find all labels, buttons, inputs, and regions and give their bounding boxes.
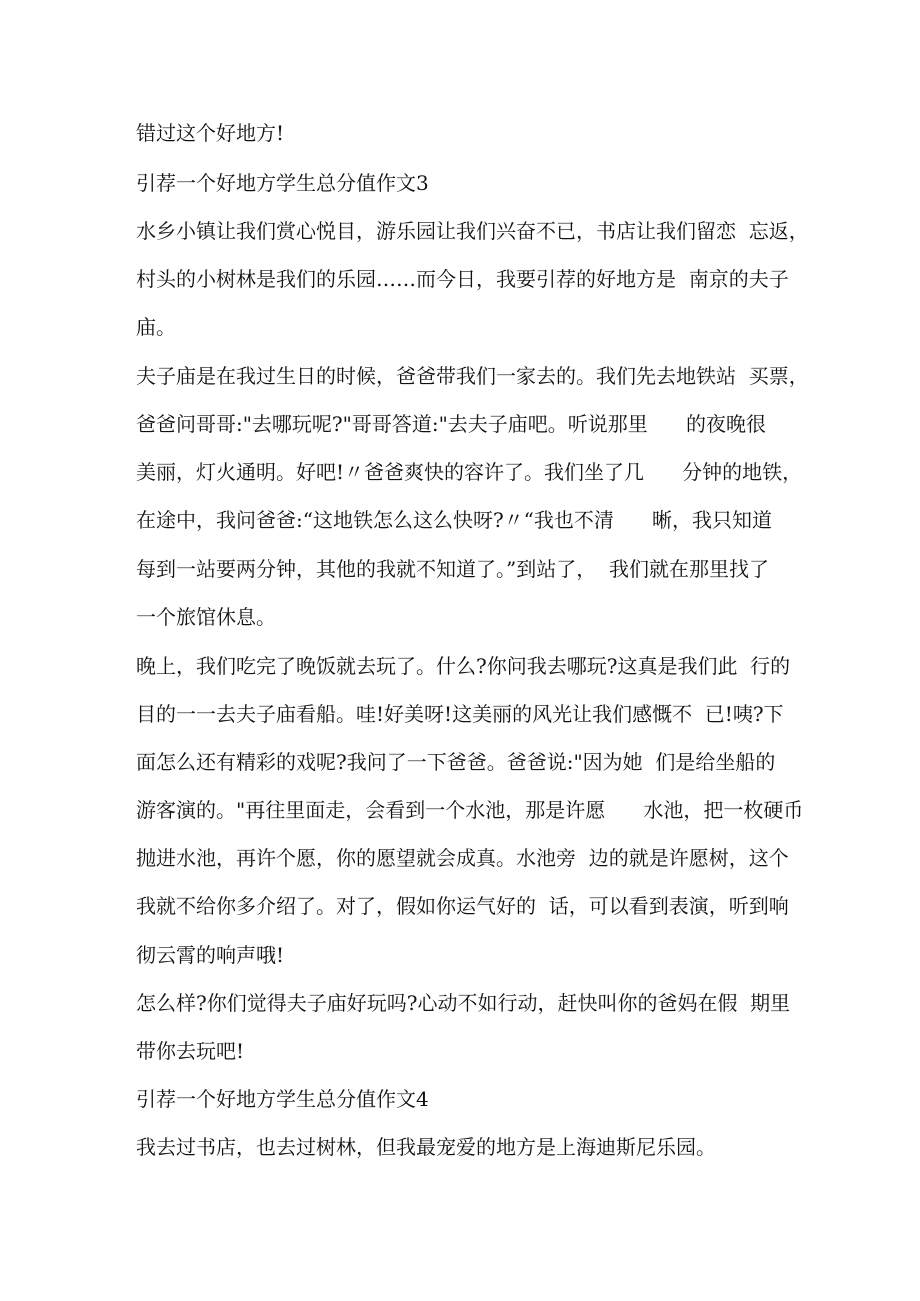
text-line: 庙。 <box>136 315 176 339</box>
text-line: 抛进水池，再许个愿，你的愿望就会成真。水池旁 边的就是许愿树，这个 <box>136 846 789 870</box>
text-line: 水乡小镇让我们赏心悦目，游乐园让我们兴奋不已，书店让我们留恋 忘返， <box>136 219 809 243</box>
section-heading: 引荐一个好地方学生总分值作文3 <box>136 171 429 195</box>
text-line: 我就不给你多介绍了。对了，假如你运气好的 话，可以看到表演，听到响 <box>136 894 789 918</box>
text-line: 每到一站要两分钟，其他的我就不知道了。”到站了， 我们就在那里找了 <box>136 557 769 581</box>
text-line: 游客演的。"再往里面走，会看到一个水池，那是许愿 水池，把一枚硬币 <box>136 798 804 822</box>
text-line: 晚上，我们吃完了晚饭就去玩了。什么?你问我去哪玩?这真是我们此 行的 <box>136 654 791 678</box>
text-line: 怎么样?你们觉得夫子庙好玩吗?心动不如行动，赶快叫你的爸妈在假 期里 <box>136 991 791 1015</box>
text-line: 目的一一去夫子庙看船。哇!好美呀!这美丽的风光让我们感慨不 已!咦?下 <box>136 702 784 726</box>
text-line: 一个旅馆休息。 <box>136 605 276 629</box>
text-line: 带你去玩吧! <box>136 1039 245 1063</box>
text-line: 彻云霄的响声哦! <box>136 943 285 967</box>
section-heading: 引荐一个好地方学生总分值作文4 <box>136 1087 429 1111</box>
text-line: 面怎么还有精彩的戏呢?我问了一下爸爸。爸爸说:"因为她 们是给坐船的 <box>136 750 776 774</box>
text-line: 我去过书店，也去过树林，但我最宠爱的地方是上海迪斯尼乐园。 <box>136 1135 716 1159</box>
text-line: 夫子庙是在我过生日的时候，爸爸带我们一家去的。我们先去地铁站 买票， <box>136 364 809 388</box>
text-line: 爸爸问哥哥:"去哪玩呢?"哥哥答道:"去夫子庙吧。听说那里 的夜晚很 <box>136 412 766 436</box>
text-line: 村头的小树林是我们的乐园……而今日，我要引荐的好地方是 南京的夫子 <box>136 267 789 291</box>
text-line: 错过这个好地方! <box>136 121 285 145</box>
text-line: 在途中，我问爸爸:“这地铁怎么这么快呀?〃“我也不清 晰，我只知道 <box>136 508 773 532</box>
text-line: 美丽，灯火通明。好吧!〃爸爸爽快的容许了。我们坐了几 分钟的地铁， <box>136 460 803 484</box>
